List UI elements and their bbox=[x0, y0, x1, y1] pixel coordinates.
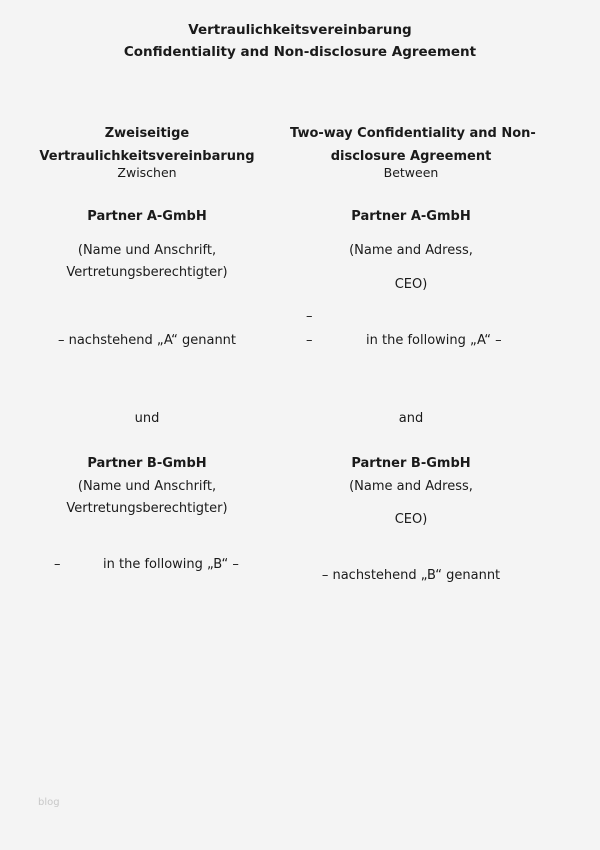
left-between: Zwischen bbox=[117, 165, 177, 180]
right-partner-a-designation: in the following „A“ – bbox=[366, 333, 502, 348]
right-partner-b: Partner B-GmbH bbox=[351, 456, 471, 471]
right-partner-a-dash: – bbox=[306, 333, 313, 348]
left-partner-b-detail-1: (Name und Anschrift, bbox=[77, 479, 217, 494]
watermark-text: blog bbox=[38, 797, 60, 808]
left-partner-a-detail-1: (Name und Anschrift, bbox=[77, 243, 217, 258]
right-between: Between bbox=[383, 165, 439, 180]
left-heading-line1: Zweiseitige bbox=[104, 126, 190, 141]
left-partner-b: Partner B-GmbH bbox=[87, 456, 207, 471]
right-partner-a-dash-top: – bbox=[306, 309, 313, 324]
right-partner-b-designation: – nachstehend „B“ genannt bbox=[321, 568, 501, 583]
right-heading-line1: Two-way Confidentiality and Non- bbox=[290, 126, 536, 141]
right-partner-b-detail-1: (Name and Adress, bbox=[349, 479, 473, 494]
right-heading-line2: disclosure Agreement bbox=[330, 149, 492, 164]
title-english: Confidentiality and Non-disclosure Agreement bbox=[123, 44, 477, 60]
title-german: Vertraulichkeitsvereinbarung bbox=[188, 22, 412, 38]
left-partner-b-detail-2: Vertretungsberechtigter) bbox=[66, 501, 228, 516]
left-partner-a-designation: – nachstehend „A“ genannt bbox=[57, 333, 237, 348]
left-partner-a: Partner A-GmbH bbox=[87, 209, 207, 224]
left-partner-a-detail-2: Vertretungsberechtigter) bbox=[66, 265, 228, 280]
right-partner-a: Partner A-GmbH bbox=[351, 209, 471, 224]
left-heading-line2: Vertraulichkeitsvereinbarung bbox=[39, 149, 255, 164]
right-partner-b-detail-2: CEO) bbox=[394, 512, 428, 527]
right-conjunction: and bbox=[398, 411, 424, 426]
left-partner-b-designation: in the following „B“ – bbox=[103, 557, 239, 572]
left-conjunction: und bbox=[134, 411, 160, 426]
right-partner-a-detail-1: (Name and Adress, bbox=[349, 243, 473, 258]
left-partner-b-dash: – bbox=[54, 557, 61, 572]
right-partner-a-detail-2: CEO) bbox=[394, 277, 428, 292]
